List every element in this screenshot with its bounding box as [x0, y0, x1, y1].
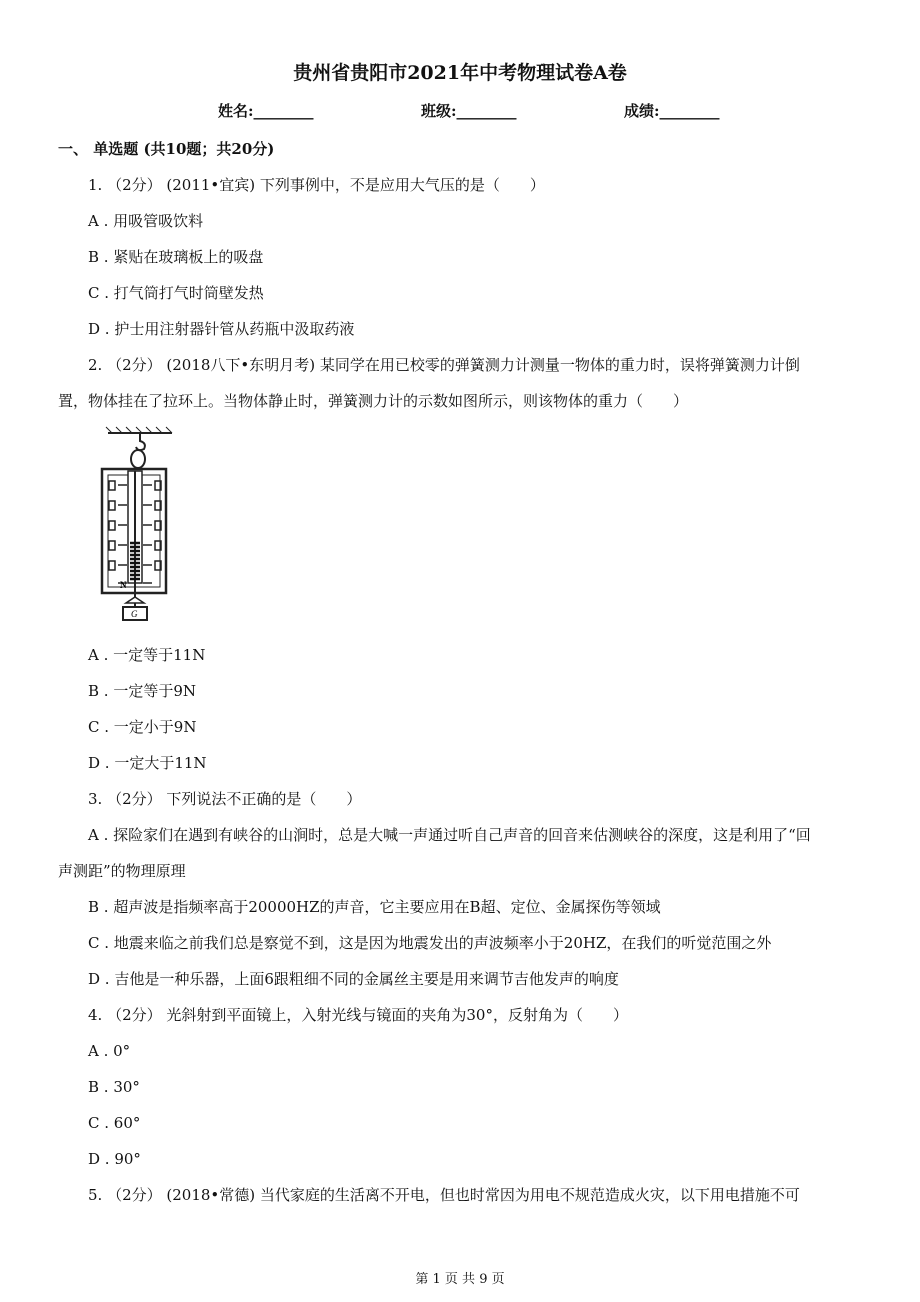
- question-3-option-a-line-2: 声测距”的物理原理: [58, 862, 186, 880]
- question-2-option-d: D . 一定大于11N: [88, 754, 207, 772]
- question-1-option-c: C . 打气筒打气时筒壁发热: [88, 284, 264, 302]
- question-2-option-a: A . 一定等于11N: [88, 646, 206, 664]
- question-2-stem-line-2: 置，物体挂在了拉环上。当物体静止时，弹簧测力计的示数如图所示，则该物体的重力（ ）: [58, 392, 689, 410]
- question-3-option-d: D . 吉他是一种乐器，上面6跟粗细不同的金属丝主要是用来调节吉他发声的响度: [88, 970, 619, 988]
- question-4-option-a: A . 0°: [88, 1042, 131, 1060]
- figure-weight-label: G: [131, 609, 138, 619]
- question-4-option-d: D . 90°: [88, 1150, 141, 1168]
- question-3-option-b: B . 超声波是指频率高于20000HZ的声音，它主要应用在B超、定位、金属探伤等领域: [88, 898, 661, 916]
- question-4-option-b: B . 30°: [88, 1078, 140, 1096]
- figure-unit-label: N: [120, 580, 127, 590]
- question-2-option-b: B . 一定等于9N: [88, 682, 196, 700]
- name-field-label: 姓名:________: [218, 102, 314, 120]
- question-1-option-a: A . 用吸管吸饮料: [88, 212, 204, 230]
- score-field-label: 成绩:________: [624, 102, 720, 120]
- question-5-stem: 5. （2分） (2018•常德) 当代家庭的生活离不开电，但也时常因为用电不规范造成火灾，以下用电措施不可: [88, 1186, 800, 1204]
- question-1-option-b: B . 紧贴在玻璃板上的吸盘: [88, 248, 264, 266]
- question-3-stem: 3. （2分） 下列说法不正确的是（ ）: [88, 790, 362, 808]
- question-1-option-d: D . 护士用注射器针管从药瓶中汲取药液: [88, 320, 355, 338]
- question-2-option-c: C . 一定小于9N: [88, 718, 197, 736]
- spring-scale-figure: [90, 425, 190, 625]
- question-2-stem-line-1: 2. （2分） (2018八下•东明月考) 某同学在用已校零的弹簧测力计测量一物体的重力时，误将弹簧测力计倒: [88, 356, 800, 374]
- page-title: 贵州省贵阳市2021年中考物理试卷A卷: [293, 62, 627, 84]
- question-4-option-c: C . 60°: [88, 1114, 141, 1132]
- question-1-stem: 1. （2分） (2011•宜宾) 下列事例中，不是应用大气压的是（ ）: [88, 176, 545, 194]
- class-field-label: 班级:________: [421, 102, 517, 120]
- section-heading: 一、 单选题 (共10题；共20分): [58, 140, 275, 158]
- question-3-option-c: C . 地震来临之前我们总是察觉不到，这是因为地震发出的声波频率小于20HZ，在我们的听觉范围之外: [88, 934, 772, 952]
- question-4-stem: 4. （2分） 光斜射到平面镜上，入射光线与镜面的夹角为30°，反射角为（ ）: [88, 1006, 628, 1024]
- page-footer: 第 1 页 共 9 页: [415, 1272, 505, 1287]
- question-3-option-a-line-1: A . 探险家们在遇到有峡谷的山涧时，总是大喊一声通过听自己声音的回音来估测峡谷的深度，这是利用了“回: [88, 826, 811, 844]
